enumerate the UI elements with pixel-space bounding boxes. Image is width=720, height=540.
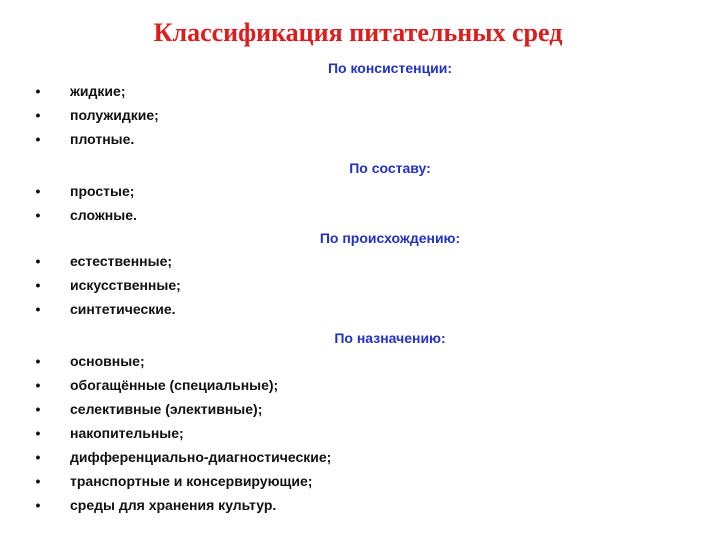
- list-item-text: жидкие;: [70, 83, 126, 99]
- slide-title: Классификация питательных сред: [153, 18, 563, 47]
- section-list-purpose: [30, 349, 710, 517]
- list-item-text: обогащённые (специальные);: [70, 377, 279, 393]
- bullet-icon: •: [35, 207, 41, 223]
- bullet-icon: •: [35, 353, 41, 369]
- section-heading-composition: По составу:: [349, 160, 431, 176]
- bullet-icon: •: [35, 401, 41, 417]
- section-list-consistency: [30, 79, 710, 151]
- list-item-text: полужидкие;: [70, 107, 159, 123]
- list-item: [30, 445, 710, 469]
- list-item-text: простые;: [70, 183, 135, 199]
- list-item-text: среды для хранения культур.: [70, 497, 277, 513]
- bullet-icon: •: [35, 131, 41, 147]
- list-item: [30, 469, 710, 493]
- list-item: [30, 103, 710, 127]
- bullet-icon: •: [35, 83, 41, 99]
- list-item-text: основные;: [70, 353, 145, 369]
- list-item: [30, 297, 710, 321]
- list-item: [30, 349, 710, 373]
- section-list-composition: [30, 179, 710, 227]
- list-item: [30, 79, 710, 103]
- list-item: [30, 493, 710, 517]
- list-item-text: естественные;: [70, 253, 173, 269]
- list-item: [30, 203, 710, 227]
- list-item-text: плотные.: [70, 131, 135, 147]
- list-item: [30, 127, 710, 151]
- list-item: [30, 421, 710, 445]
- bullet-icon: •: [35, 107, 41, 123]
- bullet-icon: •: [35, 425, 41, 441]
- section-heading-consistency: По консистенции:: [327, 60, 453, 76]
- list-item-text: накопительные;: [70, 425, 184, 441]
- list-item-text: синтетические.: [70, 301, 176, 317]
- list-item-text: транспортные и консервирующие;: [70, 473, 313, 489]
- bullet-icon: •: [35, 253, 41, 269]
- bullet-icon: •: [35, 277, 41, 293]
- list-item: [30, 397, 710, 421]
- list-item-text: сложные.: [70, 207, 137, 223]
- list-item: [30, 179, 710, 203]
- list-item: [30, 273, 710, 297]
- list-item-text: селективные (элективные);: [70, 401, 263, 417]
- bullet-icon: •: [35, 377, 41, 393]
- list-item-text: искусственные;: [70, 277, 181, 293]
- section-heading-origin: По происхождению:: [319, 230, 461, 246]
- classification-content: [30, 57, 710, 517]
- bullet-icon: •: [35, 449, 41, 465]
- bullet-icon: •: [35, 497, 41, 513]
- list-item: [30, 249, 710, 273]
- bullet-icon: •: [35, 183, 41, 199]
- section-list-origin: [30, 249, 710, 321]
- bullet-icon: •: [35, 473, 41, 489]
- bullet-icon: •: [35, 301, 41, 317]
- section-heading-purpose: По назначению:: [334, 330, 446, 346]
- list-item: [30, 373, 710, 397]
- list-item-text: дифференциально-диагностические;: [70, 449, 332, 465]
